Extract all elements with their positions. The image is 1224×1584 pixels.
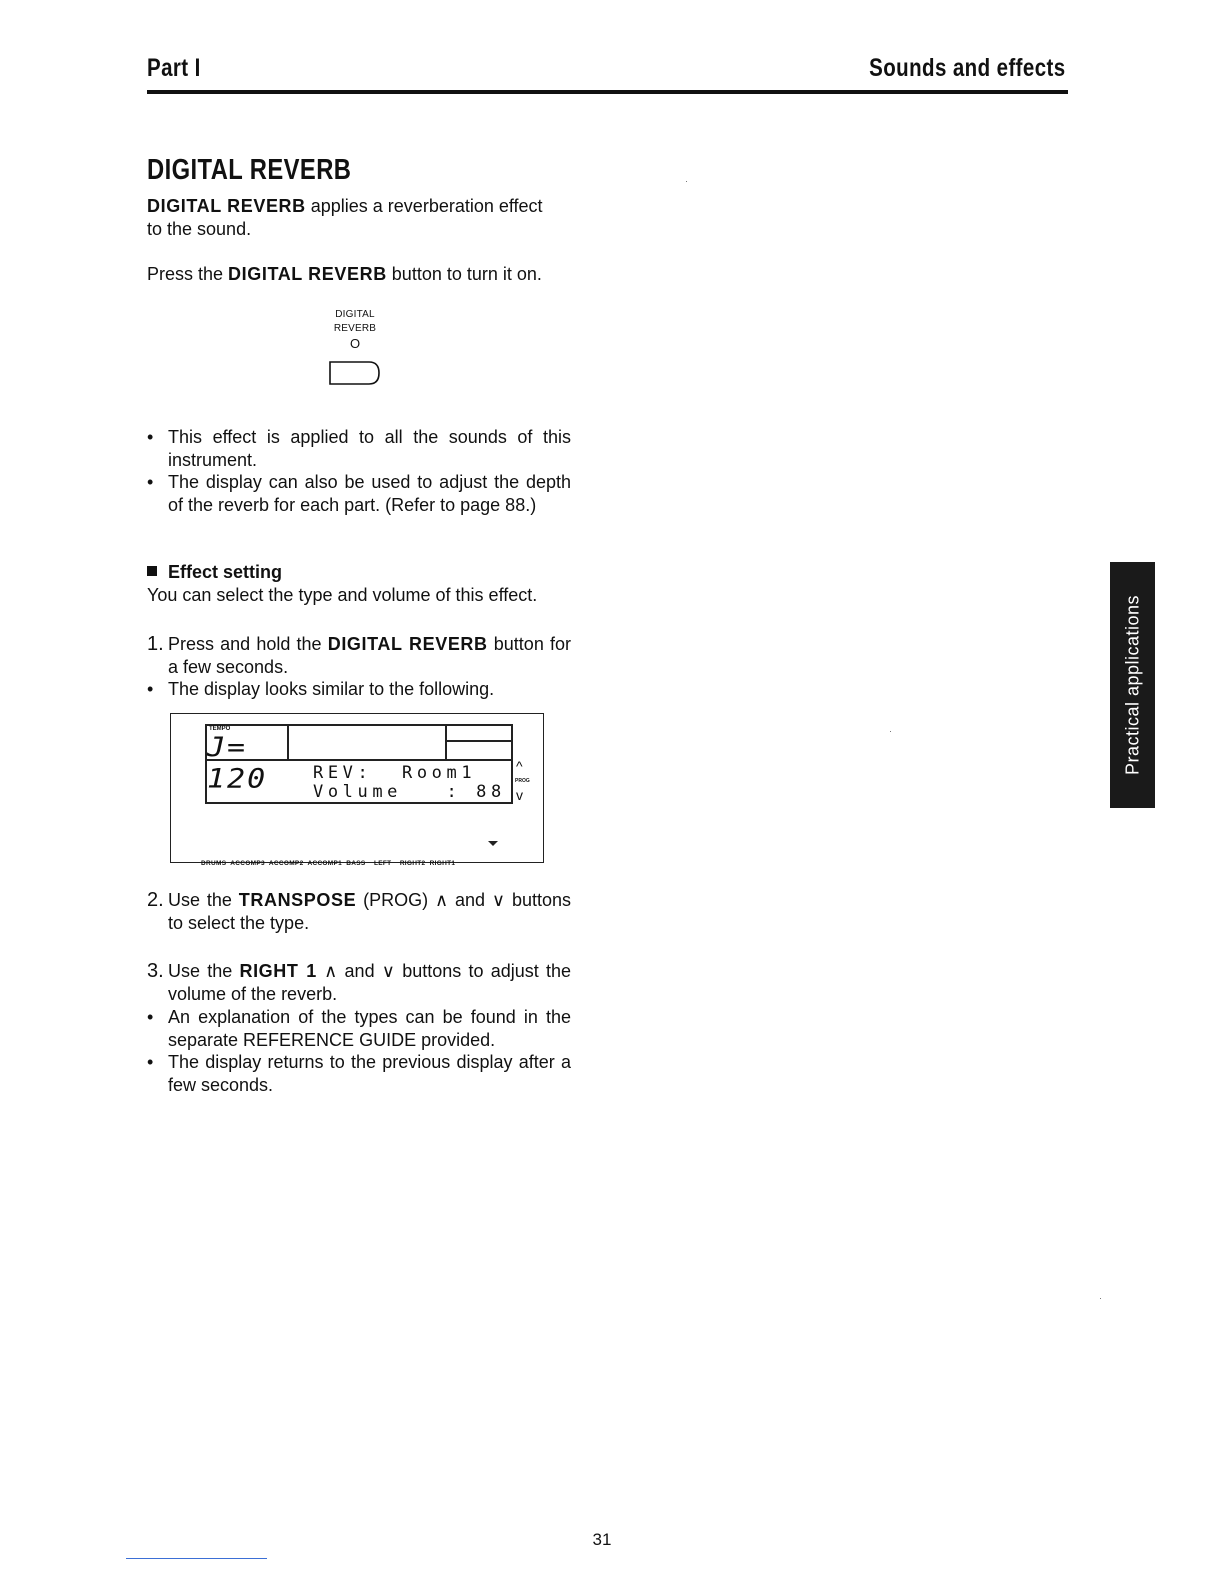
step3-pre: Use the (168, 961, 240, 981)
step2-bold: TRANSPOSE (238, 890, 357, 910)
down-arrow-icon: v (516, 787, 523, 803)
step1-bold: DIGITAL REVERB (327, 634, 488, 654)
bottom-rule (126, 1558, 267, 1559)
side-tab-label: Practical applications (1122, 594, 1142, 776)
section-title: DIGITAL REVERB (147, 154, 352, 186)
step-number: 3. (147, 960, 164, 982)
lcd-tempo-box (205, 724, 289, 795)
page-number: 31 (592, 1530, 612, 1549)
header-section-label: Sounds and effects (869, 54, 1066, 82)
scan-speck (890, 731, 891, 732)
scan-speck (686, 181, 687, 182)
effect-setting-heading (147, 562, 282, 583)
step3-bold: RIGHT 1 (239, 961, 317, 981)
intro-text-2: to the sound. (147, 218, 252, 239)
step-number: 2. (147, 889, 164, 911)
header-rule (147, 90, 1068, 94)
intro-bold: DIGITAL REVERB (147, 196, 306, 216)
lcd-part-labels: DRUMS ACCOMP3 ACCOMP2 ACCOMP1 BASS LEFT RIGHT2 RIGHT1 (201, 860, 456, 867)
step-2 (147, 889, 571, 934)
step1-pre: Press and hold the (168, 634, 328, 654)
note-item: • The display can also be used to adjust the depth of the reverb for each part. (Refer to page 88.) (147, 471, 571, 516)
press-pre: Press the (147, 264, 229, 284)
up-arrow-icon: ^ (516, 758, 523, 774)
step3-notes (147, 1006, 571, 1096)
intro-paragraph (147, 195, 571, 240)
note-item: • The display returns to the previous display after a few seconds. (147, 1051, 571, 1096)
digital-reverb-button-figure (300, 308, 410, 352)
note-item: • An explanation of the types can be found in the separate REFERENCE GUIDE provided. (147, 1006, 571, 1051)
step1-post: button for a few seconds. (168, 634, 571, 677)
square-bullet-icon (147, 566, 157, 576)
effect-setting-title: Effect setting (168, 562, 283, 582)
step2-pre: Use the (168, 890, 239, 910)
lcd-tempo-value: J= 120 (207, 731, 268, 795)
note-item: • This effect is applied to all the sounds of this instrument. (147, 426, 571, 471)
step3-post: ∧ and ∨ buttons to adjust the volume of the reverb. (168, 961, 571, 1004)
lcd-display-figure (170, 713, 544, 867)
scan-speck (1100, 1298, 1101, 1299)
note-item: • The display looks similar to the following. (147, 678, 571, 701)
lcd-prog-label: PROG (515, 778, 530, 784)
led-indicator: O (349, 336, 361, 351)
button-shape-icon (329, 361, 381, 385)
step-number: 1. (147, 633, 164, 655)
notes-list (147, 426, 571, 516)
step-1 (147, 633, 571, 678)
lcd-mid-box (285, 724, 445, 761)
triangle-down-icon (488, 841, 498, 846)
button-label-1: DIGITAL (335, 309, 375, 320)
lcd-line-type: REV: Room1 (313, 763, 477, 783)
press-post: button to turn it on. (386, 264, 542, 284)
header-part-label: Part I (147, 54, 201, 82)
lcd-line-volume: Volume : 88 (313, 782, 506, 802)
step2-post: (PROG) ∧ and ∨ buttons to select the type. (168, 890, 571, 933)
press-bold: DIGITAL REVERB (228, 264, 387, 284)
effect-setting-text: You can select the type and volume of this effect. (147, 585, 538, 605)
intro-text-1: applies a reverberation effect (305, 196, 543, 216)
button-label-2: REVERB (333, 323, 377, 334)
side-tab (1110, 562, 1155, 808)
step-3 (147, 960, 571, 1005)
lcd-tempo-label: TEMPO (209, 726, 231, 732)
step1-notes (147, 678, 571, 701)
lcd-right-box (445, 724, 513, 761)
press-instruction (147, 263, 571, 286)
lcd-main-screen (205, 759, 513, 804)
